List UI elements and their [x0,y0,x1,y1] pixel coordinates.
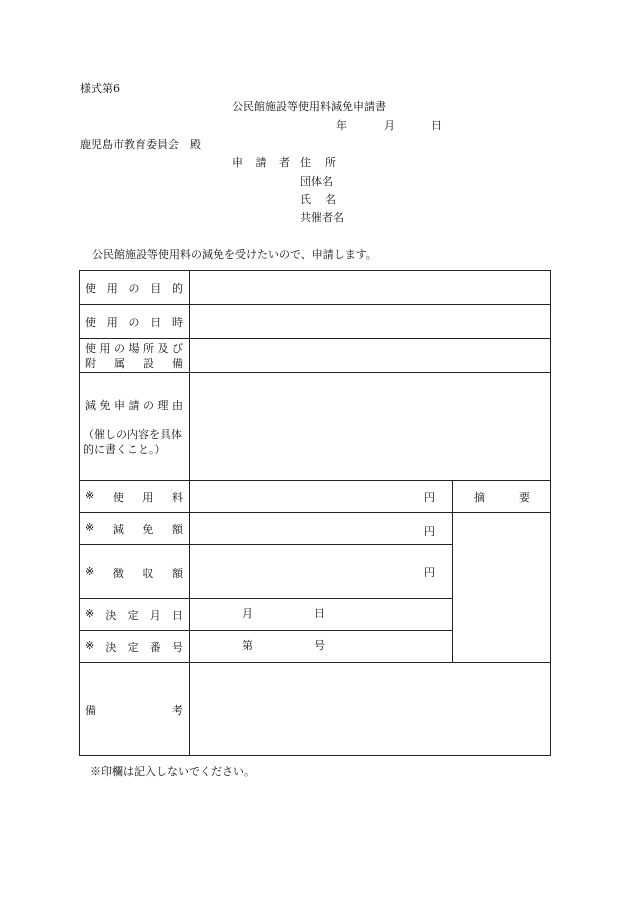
place-label-line1: 使 用 の 場 所 及 び [85,342,183,355]
datetime-field[interactable] [190,305,550,338]
name-label: 氏 名 [300,193,336,206]
date-year-label: 年 [336,119,347,132]
fee-label: ※ 使 用 料 [85,489,183,504]
decision-number-label: ※ 決 定 番 号 [85,639,183,654]
cosponsor-label: 共催者名 [300,211,344,224]
place-row [79,338,189,372]
group-name-label: 団体名 [300,175,333,188]
reduction-label: ※ 減 免 額 [85,521,183,536]
reason-field[interactable] [190,373,550,480]
collect-label: ※ 徴 収 額 [85,565,183,580]
addressee: 鹿児島市教育委員会 殿 [80,138,201,151]
fee-unit: 円 [424,491,435,504]
date-month-label: 月 [384,119,395,132]
intro-text: 公民館施設等使用料の減免を受けたいので、申請します。 [92,248,377,261]
applicant-label: 申 請 者 [232,156,290,169]
collect-field[interactable] [190,545,452,598]
reduction-field[interactable] [190,513,452,544]
place-label-line2: 附 属 設 備 [85,357,183,370]
datetime-label: 使 用 の 日 時 [85,316,183,329]
form-number: 様式第6 [80,82,120,95]
collect-unit: 円 [424,566,435,579]
address-label: 住 所 [300,156,336,169]
footnote: ※印欄は記入しないでください。 [90,765,255,778]
decision-date-label: ※ 決 定 月 日 [85,607,183,622]
purpose-field[interactable] [190,271,550,304]
place-field[interactable] [190,339,550,372]
remarks-field[interactable] [190,663,550,755]
remarks-label: 備 考 [85,704,183,717]
page-title: 公民館施設等使用料減免申請書 [232,100,386,113]
fee-field[interactable] [190,481,452,512]
table-line-right [550,270,551,756]
purpose-label: 使 用 の 目 的 [85,282,183,295]
summary-label: 摘 要 [474,491,530,504]
reason-label: 減 免 申 請 の 理 由 [85,399,183,412]
table-line-bottom [79,755,551,756]
reason-note-line1: （催しの内容を具体 [83,428,182,441]
decision-day-label: 日 [314,607,325,620]
date-day-label: 日 [431,119,442,132]
summary-field[interactable] [453,513,550,662]
decision-number-suffix: 号 [314,639,325,652]
reason-note-line2: 的に書くこと。） [83,443,166,456]
decision-number-prefix: 第 [242,639,253,652]
decision-month-label: 月 [242,607,253,620]
datetime-row [79,304,189,338]
reason-row [79,372,189,480]
purpose-row [79,270,189,304]
reduction-unit: 円 [424,525,435,538]
